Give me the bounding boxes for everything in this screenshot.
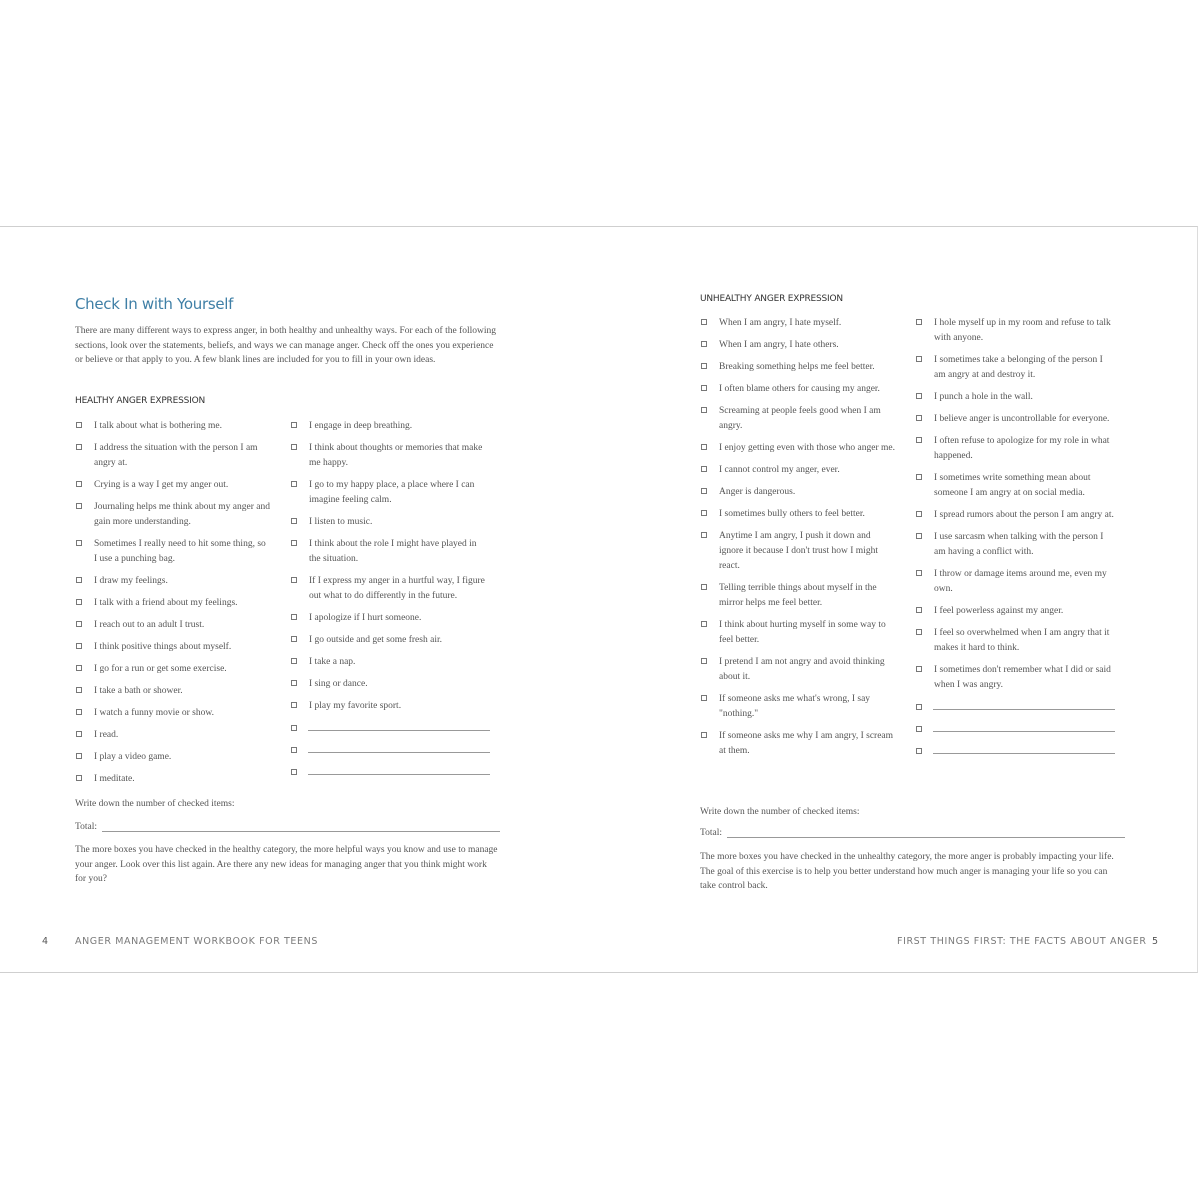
- checklist-item: [290, 611, 490, 626]
- unhealthy-total-field[interactable]: [727, 837, 1125, 838]
- healthy-total-field[interactable]: [102, 831, 500, 832]
- checklist-item: [700, 581, 895, 611]
- checkbox[interactable]: [291, 747, 297, 753]
- checkbox[interactable]: [76, 422, 82, 428]
- checklist-item: [75, 662, 270, 677]
- checklist-item: [75, 537, 270, 567]
- checkbox[interactable]: [701, 584, 707, 590]
- checklist-item: [700, 485, 895, 500]
- checkbox[interactable]: [76, 709, 82, 715]
- checklist-item: [915, 471, 1115, 501]
- unhealthy-list-col1: [700, 316, 895, 766]
- checkbox[interactable]: [76, 577, 82, 583]
- checklist-item-label: I often refuse to apologize for my role in what happened.: [934, 436, 1110, 461]
- checklist-item: [700, 441, 895, 456]
- checklist-item-label: Telling terrible things about myself in the mirror helps me feel better.: [719, 583, 877, 608]
- checkbox[interactable]: [916, 474, 922, 480]
- checklist-item: [75, 706, 270, 721]
- checkbox[interactable]: [291, 680, 297, 686]
- checklist-item: [290, 515, 490, 530]
- blank-write-in-line[interactable]: [933, 709, 1115, 710]
- unhealthy-closing-paragraph: The more boxes you have checked in the unhealthy category, the more anger is probably impacting your life. The goal of this exercise is to help you better understand how much anger is managing your life so you can take control back.: [700, 852, 1114, 892]
- checklist-item-label: I listen to music.: [309, 517, 373, 527]
- checklist-item: [290, 699, 490, 714]
- checklist-item: [915, 626, 1115, 656]
- checklist-item-label: When I am angry, I hate myself.: [719, 318, 842, 328]
- checklist-item-label: I think about hurting myself in some way to feel better.: [719, 620, 886, 645]
- checkbox[interactable]: [76, 481, 82, 487]
- checklist-item-label: Anytime I am angry, I push it down and ignore it because I don't trust how I might react.: [719, 531, 878, 571]
- checkbox[interactable]: [701, 695, 707, 701]
- checkbox[interactable]: [701, 319, 707, 325]
- checklist-item: [915, 353, 1115, 383]
- checklist-item: [75, 574, 270, 589]
- checkbox[interactable]: [701, 532, 707, 538]
- checklist-item-label: I take a nap.: [309, 657, 356, 667]
- checklist-item: [290, 441, 490, 471]
- checklist-item-label: Screaming at people feels good when I am angry.: [719, 406, 881, 431]
- checkbox[interactable]: [291, 422, 297, 428]
- checklist-item-label: I think positive things about myself.: [94, 642, 232, 652]
- checklist-item: [75, 596, 270, 611]
- checklist-item: [290, 478, 490, 508]
- checklist-item-label: I feel powerless against my anger.: [934, 606, 1064, 616]
- checklist-item-label: I watch a funny movie or show.: [94, 708, 214, 718]
- checkbox[interactable]: [916, 356, 922, 362]
- checkbox[interactable]: [701, 363, 707, 369]
- checklist-item: [700, 316, 895, 331]
- checklist-item-label: I throw or damage items around me, even my own.: [934, 569, 1107, 594]
- checkbox[interactable]: [291, 444, 297, 450]
- checkbox[interactable]: [291, 658, 297, 664]
- checklist-item-label: I punch a hole in the wall.: [934, 392, 1033, 402]
- checkbox[interactable]: [916, 570, 922, 576]
- checkbox[interactable]: [701, 385, 707, 391]
- checklist-item-label: I think about the role I might have played in the situation.: [309, 539, 477, 564]
- checklist-item: [915, 567, 1115, 597]
- checkbox[interactable]: [76, 775, 82, 781]
- checklist-item-label: I hole myself up in my room and refuse to talk with anyone.: [934, 318, 1111, 343]
- checklist-item: [915, 390, 1115, 405]
- checklist-item-label: I believe anger is uncontrollable for everyone.: [934, 414, 1110, 424]
- checklist-item-label: I feel so overwhelmed when I am angry that it makes it hard to think.: [934, 628, 1110, 653]
- checkbox[interactable]: [916, 666, 922, 672]
- checklist-item: [915, 316, 1115, 346]
- checkbox[interactable]: [916, 511, 922, 517]
- unhealthy-list-col2: [915, 316, 1115, 766]
- checklist-item: [700, 618, 895, 648]
- checklist-item-label: I read.: [94, 730, 119, 740]
- checklist-item: [75, 618, 270, 633]
- checkbox[interactable]: [291, 481, 297, 487]
- checklist-item-label: I play a video game.: [94, 752, 172, 762]
- checkbox[interactable]: [916, 437, 922, 443]
- checklist-item-label: I sometimes take a belonging of the person I am angry at and destroy it.: [934, 355, 1103, 380]
- checklist-item-label: I spread rumors about the person I am angry at.: [934, 510, 1114, 520]
- checklist-item: [915, 434, 1115, 464]
- checkbox[interactable]: [76, 665, 82, 671]
- checklist-item-label: I often blame others for causing my anger.: [719, 384, 880, 394]
- checklist-item: [75, 500, 270, 530]
- blank-write-in-line[interactable]: [308, 774, 490, 775]
- checklist-item-label: If someone asks me why I am angry, I scream at them.: [719, 731, 894, 756]
- page-number-left: 4: [42, 936, 49, 947]
- checkbox[interactable]: [76, 753, 82, 759]
- checkbox[interactable]: [916, 393, 922, 399]
- checklist-item: [75, 728, 270, 743]
- checklist-item-label: I engage in deep breathing.: [309, 421, 413, 431]
- page-title: Check In with Yourself: [75, 295, 234, 313]
- blank-entry: [915, 700, 1115, 722]
- running-head-left: ANGER MANAGEMENT WORKBOOK FOR TEENS: [75, 936, 318, 947]
- checklist-item: [290, 537, 490, 567]
- checklist-item: [700, 655, 895, 685]
- checkbox[interactable]: [76, 731, 82, 737]
- checklist-item-label: Crying is a way I get my anger out.: [94, 480, 229, 490]
- checkbox[interactable]: [76, 503, 82, 509]
- checkbox[interactable]: [916, 748, 922, 754]
- checklist-item-label: I draw my feelings.: [94, 576, 168, 586]
- blank-entry: [290, 743, 490, 765]
- checkbox[interactable]: [916, 319, 922, 325]
- checkbox[interactable]: [916, 415, 922, 421]
- checklist-item: [290, 574, 490, 604]
- checkbox[interactable]: [76, 599, 82, 605]
- intro-paragraph: There are many different ways to express anger, in both healthy and unhealthy ways. For each of the following sections, look over the statements, beliefs, and ways we can manage anger. Check off the ones you experience or believe or that apply to you. A few blank lines are included for you to fill in your own ideas.: [75, 326, 497, 366]
- checkbox[interactable]: [916, 726, 922, 732]
- checklist-item-label: Journaling helps me think about my anger and gain more understanding.: [94, 502, 270, 527]
- blank-entry: [915, 744, 1115, 766]
- blank-entry: [290, 721, 490, 743]
- checkbox[interactable]: [701, 510, 707, 516]
- checklist-item: [700, 463, 895, 478]
- checklist-item: [75, 441, 270, 471]
- blank-entry: [290, 765, 490, 787]
- checkbox[interactable]: [291, 614, 297, 620]
- checklist-item: [915, 530, 1115, 560]
- checklist-item: [915, 412, 1115, 427]
- checkbox[interactable]: [291, 769, 297, 775]
- checklist-item: [75, 750, 270, 765]
- checklist-item: [700, 729, 895, 759]
- checklist-item-label: I sometimes write something mean about someone I am angry at on social media.: [934, 473, 1091, 498]
- checklist-item-label: I address the situation with the person I am angry at.: [94, 443, 258, 468]
- checkbox[interactable]: [291, 636, 297, 642]
- checklist-item: [75, 772, 270, 787]
- checklist-item: [700, 529, 895, 574]
- checkbox[interactable]: [916, 629, 922, 635]
- checkbox[interactable]: [701, 488, 707, 494]
- healthy-list-col1: [75, 419, 270, 794]
- checklist-item: [290, 419, 490, 434]
- checklist-item-label: I think about thoughts or memories that make me happy.: [309, 443, 483, 468]
- checkbox[interactable]: [916, 533, 922, 539]
- checklist-item: [75, 684, 270, 699]
- checklist-item-label: If someone asks me what's wrong, I say "nothing.": [719, 694, 871, 719]
- page-number-right: 5: [1152, 936, 1159, 947]
- checklist-item-label: I play my favorite sport.: [309, 701, 402, 711]
- checklist-item-label: I cannot control my anger, ever.: [719, 465, 840, 475]
- checkbox[interactable]: [291, 725, 297, 731]
- checkbox[interactable]: [701, 341, 707, 347]
- checkbox[interactable]: [701, 466, 707, 472]
- checklist-item-label: I use sarcasm when talking with the person I am having a conflict with.: [934, 532, 1104, 557]
- checkbox[interactable]: [701, 732, 707, 738]
- checkbox[interactable]: [701, 621, 707, 627]
- checklist-item-label: If I express my anger in a hurtful way, I figure out what to do differently in the future.: [309, 576, 485, 601]
- checklist-item-label: When I am angry, I hate others.: [719, 340, 839, 350]
- checklist-item: [700, 338, 895, 353]
- running-head-right: FIRST THINGS FIRST: THE FACTS ABOUT ANGER: [897, 936, 1147, 947]
- healthy-count-prompt: Write down the number of checked items:: [75, 799, 235, 809]
- checklist-item-label: I go for a run or get some exercise.: [94, 664, 227, 674]
- checklist-item: [700, 360, 895, 375]
- checkbox[interactable]: [291, 540, 297, 546]
- unhealthy-total-label: Total:: [700, 828, 723, 838]
- checklist-item: [700, 692, 895, 722]
- checklist-item: [75, 419, 270, 434]
- checklist-item: [290, 677, 490, 692]
- checkbox[interactable]: [76, 540, 82, 546]
- checklist-item-label: I talk about what is bothering me.: [94, 421, 222, 431]
- checklist-item-label: I reach out to an adult I trust.: [94, 620, 205, 630]
- checklist-item: [915, 604, 1115, 619]
- checkbox[interactable]: [916, 607, 922, 613]
- checklist-item: [915, 663, 1115, 693]
- checklist-item-label: I enjoy getting even with those who anger me.: [719, 443, 895, 453]
- checkbox[interactable]: [76, 621, 82, 627]
- checklist-item-label: I go outside and get some fresh air.: [309, 635, 442, 645]
- checklist-item-label: I take a bath or shower.: [94, 686, 183, 696]
- blank-write-in-line[interactable]: [308, 752, 490, 753]
- blank-write-in-line[interactable]: [933, 731, 1115, 732]
- healthy-closing-paragraph: The more boxes you have checked in the healthy category, the more helpful ways you know and use to manage your anger. Look over this list again. Are there any new ideas for managing anger that you think might work for you?: [75, 845, 498, 885]
- checklist-item: [700, 404, 895, 434]
- checkbox[interactable]: [701, 444, 707, 450]
- checklist-item-label: I apologize if I hurt someone.: [309, 613, 422, 623]
- checklist-item-label: I sometimes bully others to feel better.: [719, 509, 865, 519]
- checklist-item-label: I go to my happy place, a place where I can imagine feeling calm.: [309, 480, 475, 505]
- checklist-item: [915, 508, 1115, 523]
- checkbox[interactable]: [701, 658, 707, 664]
- checklist-item: [700, 382, 895, 397]
- healthy-section-heading: HEALTHY ANGER EXPRESSION: [75, 396, 205, 406]
- checklist-item: [75, 640, 270, 655]
- blank-write-in-line[interactable]: [308, 730, 490, 731]
- checklist-item-label: I sing or dance.: [309, 679, 368, 689]
- unhealthy-section-heading: UNHEALTHY ANGER EXPRESSION: [700, 294, 843, 304]
- checklist-item-label: Breaking something helps me feel better.: [719, 362, 875, 372]
- checklist-item-label: I sometimes don't remember what I did or said when I was angry.: [934, 665, 1111, 690]
- blank-entry: [915, 722, 1115, 744]
- checklist-item-label: Anger is dangerous.: [719, 487, 796, 497]
- healthy-list-col2: [290, 419, 490, 787]
- checkbox[interactable]: [701, 407, 707, 413]
- checkbox[interactable]: [76, 643, 82, 649]
- checklist-item: [290, 633, 490, 648]
- checkbox[interactable]: [76, 687, 82, 693]
- checkbox[interactable]: [76, 444, 82, 450]
- blank-write-in-line[interactable]: [933, 753, 1115, 754]
- checklist-item-label: I meditate.: [94, 774, 135, 784]
- healthy-total-label: Total:: [75, 822, 98, 832]
- checkbox[interactable]: [291, 577, 297, 583]
- checklist-item-label: I pretend I am not angry and avoid thinking about it.: [719, 657, 885, 682]
- checklist-item: [290, 655, 490, 670]
- checklist-item-label: Sometimes I really need to hit some thing, so I use a punching bag.: [94, 539, 266, 564]
- unhealthy-count-prompt: Write down the number of checked items:: [700, 807, 860, 817]
- checklist-item: [700, 507, 895, 522]
- checkbox[interactable]: [916, 704, 922, 710]
- checkbox[interactable]: [291, 518, 297, 524]
- checkbox[interactable]: [291, 702, 297, 708]
- checklist-item-label: I talk with a friend about my feelings.: [94, 598, 238, 608]
- checklist-item: [75, 478, 270, 493]
